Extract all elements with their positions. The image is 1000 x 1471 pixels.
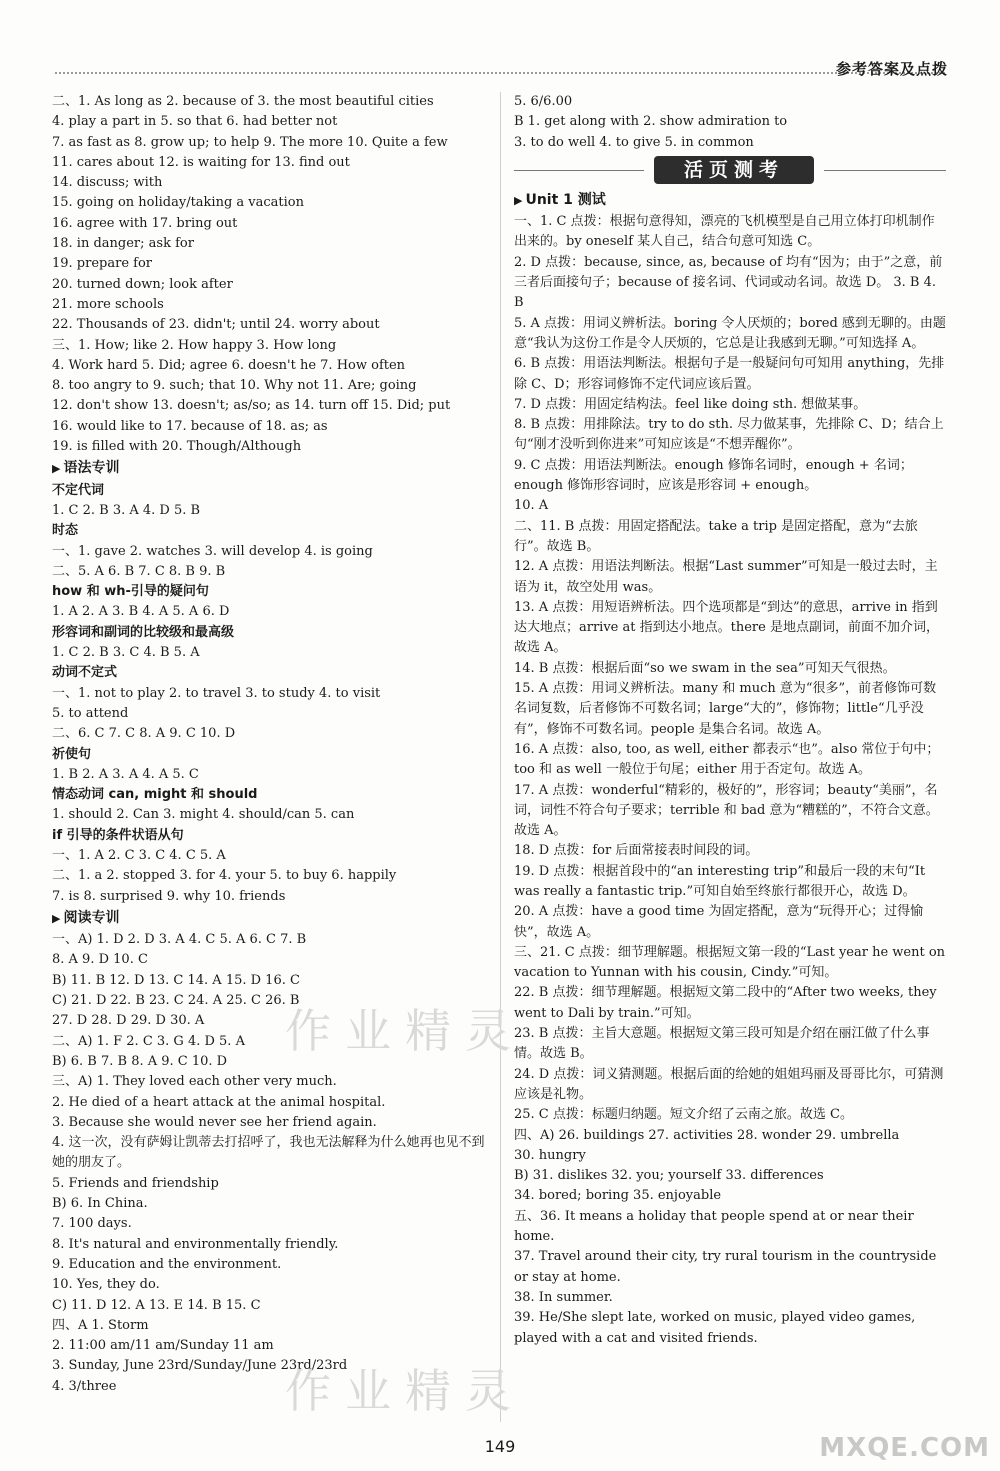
right-main-answers	[514, 190, 946, 1349]
answer-line: 16. would like to 17. because of 18. as; as	[52, 418, 328, 434]
answer-line: B) 6. In China.	[52, 1196, 148, 1212]
answer-line: B) 31. dislikes 32. you; yourself 33. differences	[514, 1168, 824, 1184]
answer-line: 5. to attend	[52, 705, 129, 721]
answer-line: C) 11. D 12. A 13. E 14. B 15. C	[52, 1297, 261, 1313]
answer-line: 12. A 点拨：用语法判断法。根据“Last summer”可知是一般过去时，主语为 it，故空处用 was。	[514, 559, 938, 595]
answer-line: 18. in danger; ask for	[52, 236, 194, 252]
answer-line: 37. Travel around their city, try rural tourism in the countryside or stay at home.	[514, 1249, 937, 1285]
answer-line: 25. C 点拨：标题归纳题。短文介绍了云南之旅。故选 C。	[514, 1107, 853, 1123]
section-heading-text: 语法专训	[63, 460, 120, 477]
answer-line: 四、A) 26. buildings 27. activities 28. wonder 29. umbrella	[514, 1127, 900, 1143]
page-number: 149	[484, 1437, 516, 1456]
answer-line: 4. 这一次，没有萨姆让凯蒂去打招呼了，我也无法解释为什么她再也见不到她的朋友了。	[52, 1135, 485, 1171]
banner-line-left	[514, 170, 644, 171]
answer-line: 22. B 点拨：细节理解题。根据短文第二段中的“After two weeks, they went to Dali by train.”可知。	[514, 985, 937, 1021]
answer-line: 二、5. A 6. B 7. C 8. B 9. B	[52, 563, 226, 579]
right-column	[514, 92, 946, 1349]
answer-line: 10. Yes, they do.	[52, 1277, 160, 1293]
answer-line: 一、1. A 2. C 3. C 4. C 5. A	[52, 847, 226, 863]
section-heading-text: 阅读专训	[63, 909, 120, 926]
answer-line: 1. A 2. A 3. B 4. A 5. A 6. D	[52, 604, 230, 620]
answer-line: 三、1. How; like 2. How happy 3. How long	[52, 337, 337, 353]
section-banner	[514, 156, 946, 186]
answer-line: 7. is 8. surprised 9. why 10. friends	[52, 888, 286, 904]
answer-line: 8. too angry to 9. such; that 10. Why not 11. Are; going	[52, 378, 417, 394]
triangle-icon: ▶	[52, 462, 61, 476]
header-title: 参考答案及点拨	[835, 60, 948, 78]
answer-line: 22. Thousands of 23. didn't; until 24. worry about	[52, 317, 380, 333]
answer-line: 一、1. not to play 2. to travel 3. to study 4. to visit	[52, 685, 381, 701]
subsection-heading: 情态动词 can, might 和 should	[52, 787, 258, 803]
answer-line: 16. agree with 17. bring out	[52, 215, 238, 231]
answer-line: 27. D 28. D 29. D 30. A	[52, 1013, 205, 1029]
answer-line: 30. hungry	[514, 1147, 586, 1163]
answer-line: 24. D 点拨：词义猜测题。根据后面的给她的姐姐玛丽及哥哥比尔，可猜测应该是礼物。	[514, 1066, 944, 1102]
banner-title: 活页测考	[654, 156, 814, 184]
answer-line: 23. B 点拨：主旨大意题。根据短文第三段可知是介绍在丽江做了什么事情。故选 B。	[514, 1026, 930, 1062]
section-heading	[514, 190, 946, 211]
subsection-heading: how 和 wh-引导的疑问句	[52, 584, 209, 600]
answer-line: 二、1. As long as 2. because of 3. the most beautiful cities	[52, 94, 434, 109]
section-heading-text: Unit 1 测试	[525, 191, 606, 208]
answer-line: B 1. get along with 2. show admiration to	[514, 114, 788, 130]
triangle-icon: ▶	[52, 911, 61, 925]
answer-line: 2. 11:00 am/11 am/Sunday 11 am	[52, 1338, 274, 1354]
subsection-heading: 祈使句	[52, 746, 92, 762]
left-column	[52, 92, 492, 1397]
subsection-heading: 动词不定式	[52, 665, 118, 681]
answer-line: 19. D 点拨：根据首段中的“an interesting trip”和最后一段的末句“It was really a fantastic trip.”可知自始至终旅行都很开心，故选 D。	[514, 863, 926, 899]
answer-line: 二、1. a 2. stopped 3. for 4. your 5. to buy 6. happily	[52, 868, 397, 884]
right-top-answers	[514, 92, 946, 153]
subsection-heading: 时态	[52, 523, 79, 539]
answer-line: 39. He/She slept late, worked on music, played video games, played with a cat and visited friends.	[514, 1310, 916, 1346]
answer-line: 二、A) 1. F 2. C 3. G 4. D 5. A	[52, 1033, 245, 1049]
column-divider	[500, 92, 501, 1422]
answer-line: 4. 3/three	[52, 1378, 117, 1394]
answer-line: 1. B 2. A 3. A 4. A 5. C	[52, 766, 199, 782]
answer-line: 20. turned down; look after	[52, 276, 233, 292]
answer-line: 5. A 点拨：用词义辨析法。boring 令人厌烦的；bored 感到无聊的。由题意“我认为这份工作是令人厌烦的，它总是让我感到无聊。”可知选择 A。	[514, 315, 946, 351]
answer-line: 13. A 点拨：用短语辨析法。四个选项都是“到达”的意思，arrive in 指到达大地点；arrive at 指到达小地点。there 是地点副词，前面不加介词，故选 A。	[514, 599, 939, 656]
answer-line: 1. C 2. B 3. A 4. D 5. B	[52, 502, 201, 518]
answer-line: B) 11. B 12. D 13. C 14. A 15. D 16. C	[52, 972, 300, 988]
answer-line: 11. cares about 12. is waiting for 13. find out	[52, 154, 350, 170]
answer-line: 2. D 点拨：because, since, as, because of 均有“因为；由于”之意，前三者后面接句子；because of 接名词、代词或动名词。故选 D。 3. B 4. B	[514, 254, 943, 311]
answer-line: 10. A	[514, 498, 549, 514]
answer-line: 19. prepare for	[52, 256, 153, 272]
answer-line: 四、A 1. Storm	[52, 1317, 149, 1333]
subsection-heading: if 引导的条件状语从句	[52, 827, 184, 843]
answer-line: 9. Education and the environment.	[52, 1256, 282, 1272]
answer-line: 20. A 点拨：have a good time 为固定搭配，意为“玩得开心；过得愉快”，故选 A。	[514, 904, 924, 940]
answer-line: 3. to do well 4. to give 5. in common	[514, 134, 754, 150]
subsection-heading: 不定代词	[52, 482, 105, 498]
answer-line: 12. don't show 13. doesn't; as/so; as 14. turn off 15. Did; put	[52, 398, 451, 414]
answer-line: 二、11. B 点拨：用固定搭配法。take a trip 是固定搭配，意为“去旅行”。故选 B。	[514, 518, 918, 554]
answer-line: 14. B 点拨：根据后面“so we swam in the sea”可知天气很热。	[514, 660, 896, 676]
answer-line: 2. He died of a heart attack at the animal hospital.	[52, 1094, 386, 1110]
answer-line: B) 6. B 7. B 8. A 9. C 10. D	[52, 1053, 228, 1069]
answer-line: 1. C 2. B 3. C 4. B 5. A	[52, 645, 200, 661]
answer-line: 34. bored; boring 35. enjoyable	[514, 1188, 722, 1204]
header-rule	[55, 72, 945, 74]
answer-line: 9. C 点拨：用语法判断法。enough 修饰名词时，enough + 名词；enough 修饰形容词时，应该是形容词 + enough。	[514, 457, 913, 494]
answer-line: 21. more schools	[52, 296, 164, 312]
answer-line: 19. is filled with 20. Though/Although	[52, 439, 302, 455]
answer-line: 4. play a part in 5. so that 6. had better not	[52, 114, 338, 130]
answer-line: 38. In summer.	[514, 1289, 613, 1305]
answer-line: 1. should 2. Can 3. might 4. should/can 5. can	[52, 807, 355, 823]
triangle-icon: ▶	[514, 193, 523, 207]
answer-line: 3. Sunday, June 23rd/Sunday/June 23rd/23rd	[52, 1358, 348, 1374]
answer-line: 三、21. C 点拨：细节理解题。根据短文第一段的“Last year he went on vacation to Yunnan with his cousin, Cindy.”可知。	[514, 944, 946, 981]
answer-line: 8. B 点拨：用排除法。try to do sth. 尽力做某事，先排除 C、D；结合上句“刚才没听到你进来”可知应该是“不想弄醒你”。	[514, 417, 944, 453]
answer-line: 8. It's natural and environmentally friendly.	[52, 1236, 339, 1252]
answer-line: 18. D 点拨：for 后面常接表时间段的词。	[514, 843, 759, 859]
watermark-site: MXQE.COM	[819, 1433, 990, 1463]
banner-line-right	[824, 170, 946, 171]
section-heading	[52, 908, 492, 929]
answer-line: 一、1. gave 2. watches 3. will develop 4. is going	[52, 543, 373, 559]
answer-line: 一、A) 1. D 2. D 3. A 4. C 5. A 6. C 7. B	[52, 932, 307, 948]
answer-line: 一、1. C 点拨：根据句意得知，漂亮的飞机模型是自己用立体打印机制作出来的。by oneself 某人自己，结合句意可知选 C。	[514, 214, 935, 250]
answer-line: 7. D 点拨：用固定结构法。feel like doing sth. 想做某事。	[514, 396, 867, 412]
answer-line: 16. A 点拨：also, too, as well, either 都表示“也”。also 常位于句中；too 和 as well 一般位于句尾；either 用于否定句。故选 A。	[514, 741, 940, 778]
answer-line: 14. discuss; with	[52, 175, 163, 191]
answer-line: 5. Friends and friendship	[52, 1175, 219, 1191]
subsection-heading: 形容词和副词的比较级和最高级	[52, 624, 235, 640]
answer-line: 8. A 9. D 10. C	[52, 952, 148, 968]
answer-line: 15. A 点拨：用词义辨析法。many 和 much 意为“很多”，前者修饰可数名词复数，后者修饰不可数名词；large“大的”，修饰物；little“几乎没有”，修饰不可数名词。people 是集合名词。故选 A。	[514, 681, 937, 737]
answer-line: 4. Work hard 5. Did; agree 6. doesn't he 7. How often	[52, 357, 406, 373]
answer-line: 7. 100 days.	[52, 1216, 132, 1232]
answer-line: 7. as fast as 8. grow up; to help 9. The more 10. Quite a few	[52, 134, 448, 150]
watermark-text: 作业精灵	[285, 1004, 525, 1058]
watermark-text-lower: 作业精灵	[285, 1364, 525, 1418]
answer-line: 17. A 点拨：wonderful“精彩的，极好的”，形容词；beauty“美丽”，名词，词性不符合句子要求；terrible 和 bad 意为“糟糕的”，不符合文意。故选 A。	[514, 782, 939, 839]
answer-line: 五、36. It means a holiday that people spend at or near their home.	[514, 1208, 914, 1245]
answer-line: 5. 6/6.00	[514, 94, 573, 109]
answer-line: 15. going on holiday/taking a vacation	[52, 195, 305, 211]
answer-line: 6. B 点拨：用语法判断法。根据句子是一般疑问句可知用 anything，先排除 C、D；形容词修饰不定代词应该后置。	[514, 356, 945, 392]
answer-line: C) 21. D 22. B 23. C 24. A 25. C 26. B	[52, 993, 300, 1009]
answer-line: 三、A) 1. They loved each other very much.	[52, 1074, 337, 1090]
answer-line: 二、6. C 7. C 8. A 9. C 10. D	[52, 726, 236, 742]
section-heading	[52, 458, 492, 479]
answer-line: 3. Because she would never see her friend again.	[52, 1114, 377, 1130]
